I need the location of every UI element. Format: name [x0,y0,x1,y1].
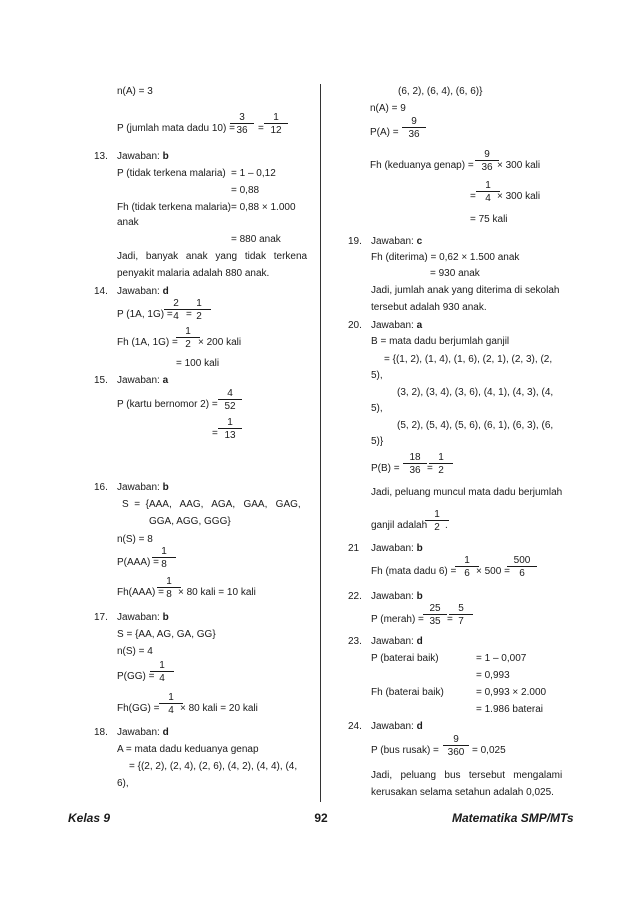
fraction: $\frac{1}{2}$ [176,326,200,350]
answer-label: Jawaban: b [117,612,169,623]
text-line: P (tidak terkena malaria) [117,168,226,179]
text-line: 5)} [371,436,384,447]
fraction: $\frac{1}{6}$ [455,555,479,579]
text-line: = 0,025 [472,745,506,756]
text-line: 6), [117,778,129,789]
text-line: 5), [371,403,383,414]
fraction: $\frac{1}{8}$ [157,576,181,600]
fraction: $\frac{3}{36}$ [230,112,254,136]
text-line: tersebut adalah 930 anak. [371,302,487,313]
text-line: 5), [371,370,383,381]
text-line: . [445,520,448,531]
fraction: $\frac{1}{4}$ [150,660,174,684]
text-line: = 880 anak [231,234,281,245]
page-number: 92 [314,811,328,825]
text-line: = 1 – 0,007 [476,653,527,664]
text-line: × 300 kali [497,160,541,171]
text-line: P (merah) = [371,614,424,625]
text-line: = [470,191,476,202]
text-line: = 1 – 0,12 [231,168,276,179]
answer-label: Jawaban: b [117,482,169,493]
text-line: S = {AAA, AAG, AGA, GAA, GAG, [122,499,301,510]
text-line: P (1A, 1G) = [117,309,173,320]
fraction: $\frac{500}{6}$ [507,555,537,579]
fraction: $\frac{1}{4}$ [476,180,500,204]
text-line: × 200 kali [198,337,242,348]
text-line: S = {AA, AG, GA, GG} [117,629,216,640]
question-number: 23. [348,636,362,647]
column-divider [320,84,321,802]
fraction: $\frac{1}{2}$ [187,298,211,322]
text-line: = {(2, 2), (2, 4), (2, 6), (4, 2), (4, 4), (4, [129,761,298,772]
fraction: $\frac{1}{13}$ [218,417,242,441]
fraction: $\frac{1}{2}$ [429,452,453,476]
text-line: = 1.986 baterai [476,704,543,715]
text-line: Fh (diterima) = 0,62 × 1.500 anak [371,252,520,263]
text-line: Jadi, peluang muncul mata dadu berjumlah [371,487,563,498]
text-line: Jadi, banyak anak yang tidak terkena [117,251,308,262]
text-line: Fh (keduanya genap) = [370,160,474,171]
question-number: 15. [94,375,108,386]
fraction: $\frac{5}{7}$ [449,603,473,627]
text-line: Jadi, peluang bus tersebut mengalami [371,770,563,781]
text-line: = 75 kali [470,214,508,225]
text-line: = [447,614,453,625]
question-number: 20. [348,320,362,331]
fraction: $\frac{9}{36}$ [402,116,426,140]
text-line: n(S) = 8 [117,534,153,545]
text-line: P(A) = [370,127,399,138]
text-line: × 500 = [476,566,510,577]
fraction: $\frac{9}{360}$ [443,734,469,758]
text-line: P (jumlah mata dadu 10) = [117,123,235,134]
answer-label: Jawaban: a [371,320,423,331]
text-line: Fh (1A, 1G) = [117,337,178,348]
question-number: 19. [348,236,362,247]
fraction: $\frac{1}{2}$ [425,509,449,533]
answer-label: Jawaban: b [371,591,423,602]
text-line: (5, 2), (5, 4), (5, 6), (6, 1), (6, 3), (6, [397,420,554,431]
footer-left: Kelas 9 [68,811,111,825]
text-line: P(AAA) = [117,557,159,568]
text-line: Fh (mata dadu 6) = [371,566,457,577]
fraction: $\frac{9}{36}$ [475,149,499,173]
answer-label: Jawaban: c [371,236,423,247]
answer-label: Jawaban: b [371,543,423,554]
answer-label: Jawaban: d [371,721,423,732]
fraction: $\frac{18}{36}$ [403,452,427,476]
text-line: Fh (baterai baik) [371,687,444,698]
question-number: 14. [94,286,108,297]
text-line: n(A) = 3 [117,86,153,97]
text-line: = [186,309,192,320]
answer-label: Jawaban: d [117,286,169,297]
text-line: (6, 2), (6, 4), (6, 6)} [398,86,483,97]
answer-label: Jawaban: b [117,151,169,162]
question-number: 22. [348,591,362,602]
text-line: Fh (tidak terkena malaria) [117,202,231,213]
text-line: P (baterai baik) [371,653,439,664]
text-line: GGA, AGG, GGG} [149,516,231,527]
text-line: P (kartu bernomor 2) = [117,399,218,410]
text-line: Jadi, jumlah anak yang diterima di sekolah [371,285,560,296]
text-line: (3, 2), (3, 4), (3, 6), (4, 1), (4, 3), (4, [397,387,554,398]
text-line: × 80 kali = 10 kali [178,587,256,598]
text-line: = 0,88 [231,185,260,196]
text-line: B = mata dadu berjumlah ganjil [371,336,510,347]
text-line: Fh(AAA) = [117,587,164,598]
fraction: $\frac{25}{35}$ [423,603,447,627]
fraction: $\frac{2}{4}$ [164,298,188,322]
text-line: anak [117,217,139,228]
text-line: kerusakan selama setahun adalah 0,025. [371,787,554,798]
text-line: × 300 kali [497,191,541,202]
question-number: 21 [348,543,360,554]
text-line: P(GG) = [117,671,155,682]
text-line: = 0,993 × 2.000 [476,687,547,698]
text-line: = [258,123,264,134]
fraction: $\frac{1}{4}$ [159,692,183,716]
text-line: = 100 kali [176,358,220,369]
footer-right: Matematika SMP/MTs [452,811,574,825]
question-number: 18. [94,727,108,738]
text-line: = 930 anak [430,268,480,279]
text-line: = {(1, 2), (1, 4), (1, 6), (2, 1), (2, 3), (2, [384,354,553,365]
text-line: penyakit malaria adalah 880 anak. [117,268,270,279]
answer-label: Jawaban: d [117,727,169,738]
answer-label: Jawaban: d [371,636,423,647]
text-line: n(A) = 9 [370,103,406,114]
question-number: 17. [94,612,108,623]
fraction: $\frac{1}{12}$ [264,112,288,136]
text-line: = 0,993 [476,670,510,681]
question-number: 13. [94,151,108,162]
text-line: = [212,428,218,439]
question-number: 16. [94,482,108,493]
text-line: n(S) = 4 [117,646,153,657]
text-line: ganjil adalah [371,520,428,531]
text-line: × 80 kali = 20 kali [180,703,258,714]
text-line: = [427,463,433,474]
text-line: P (bus rusak) = [371,745,439,756]
question-number: 24. [348,721,362,732]
text-line: Fh(GG) = [117,703,160,714]
fraction: $\frac{4}{52}$ [218,388,242,412]
text-line: P(B) = [371,463,400,474]
text-line: = 0,88 × 1.000 [231,202,296,213]
text-line: A = mata dadu keduanya genap [117,744,259,755]
answer-label: Jawaban: a [117,375,169,386]
fraction: $\frac{1}{8}$ [152,546,176,570]
